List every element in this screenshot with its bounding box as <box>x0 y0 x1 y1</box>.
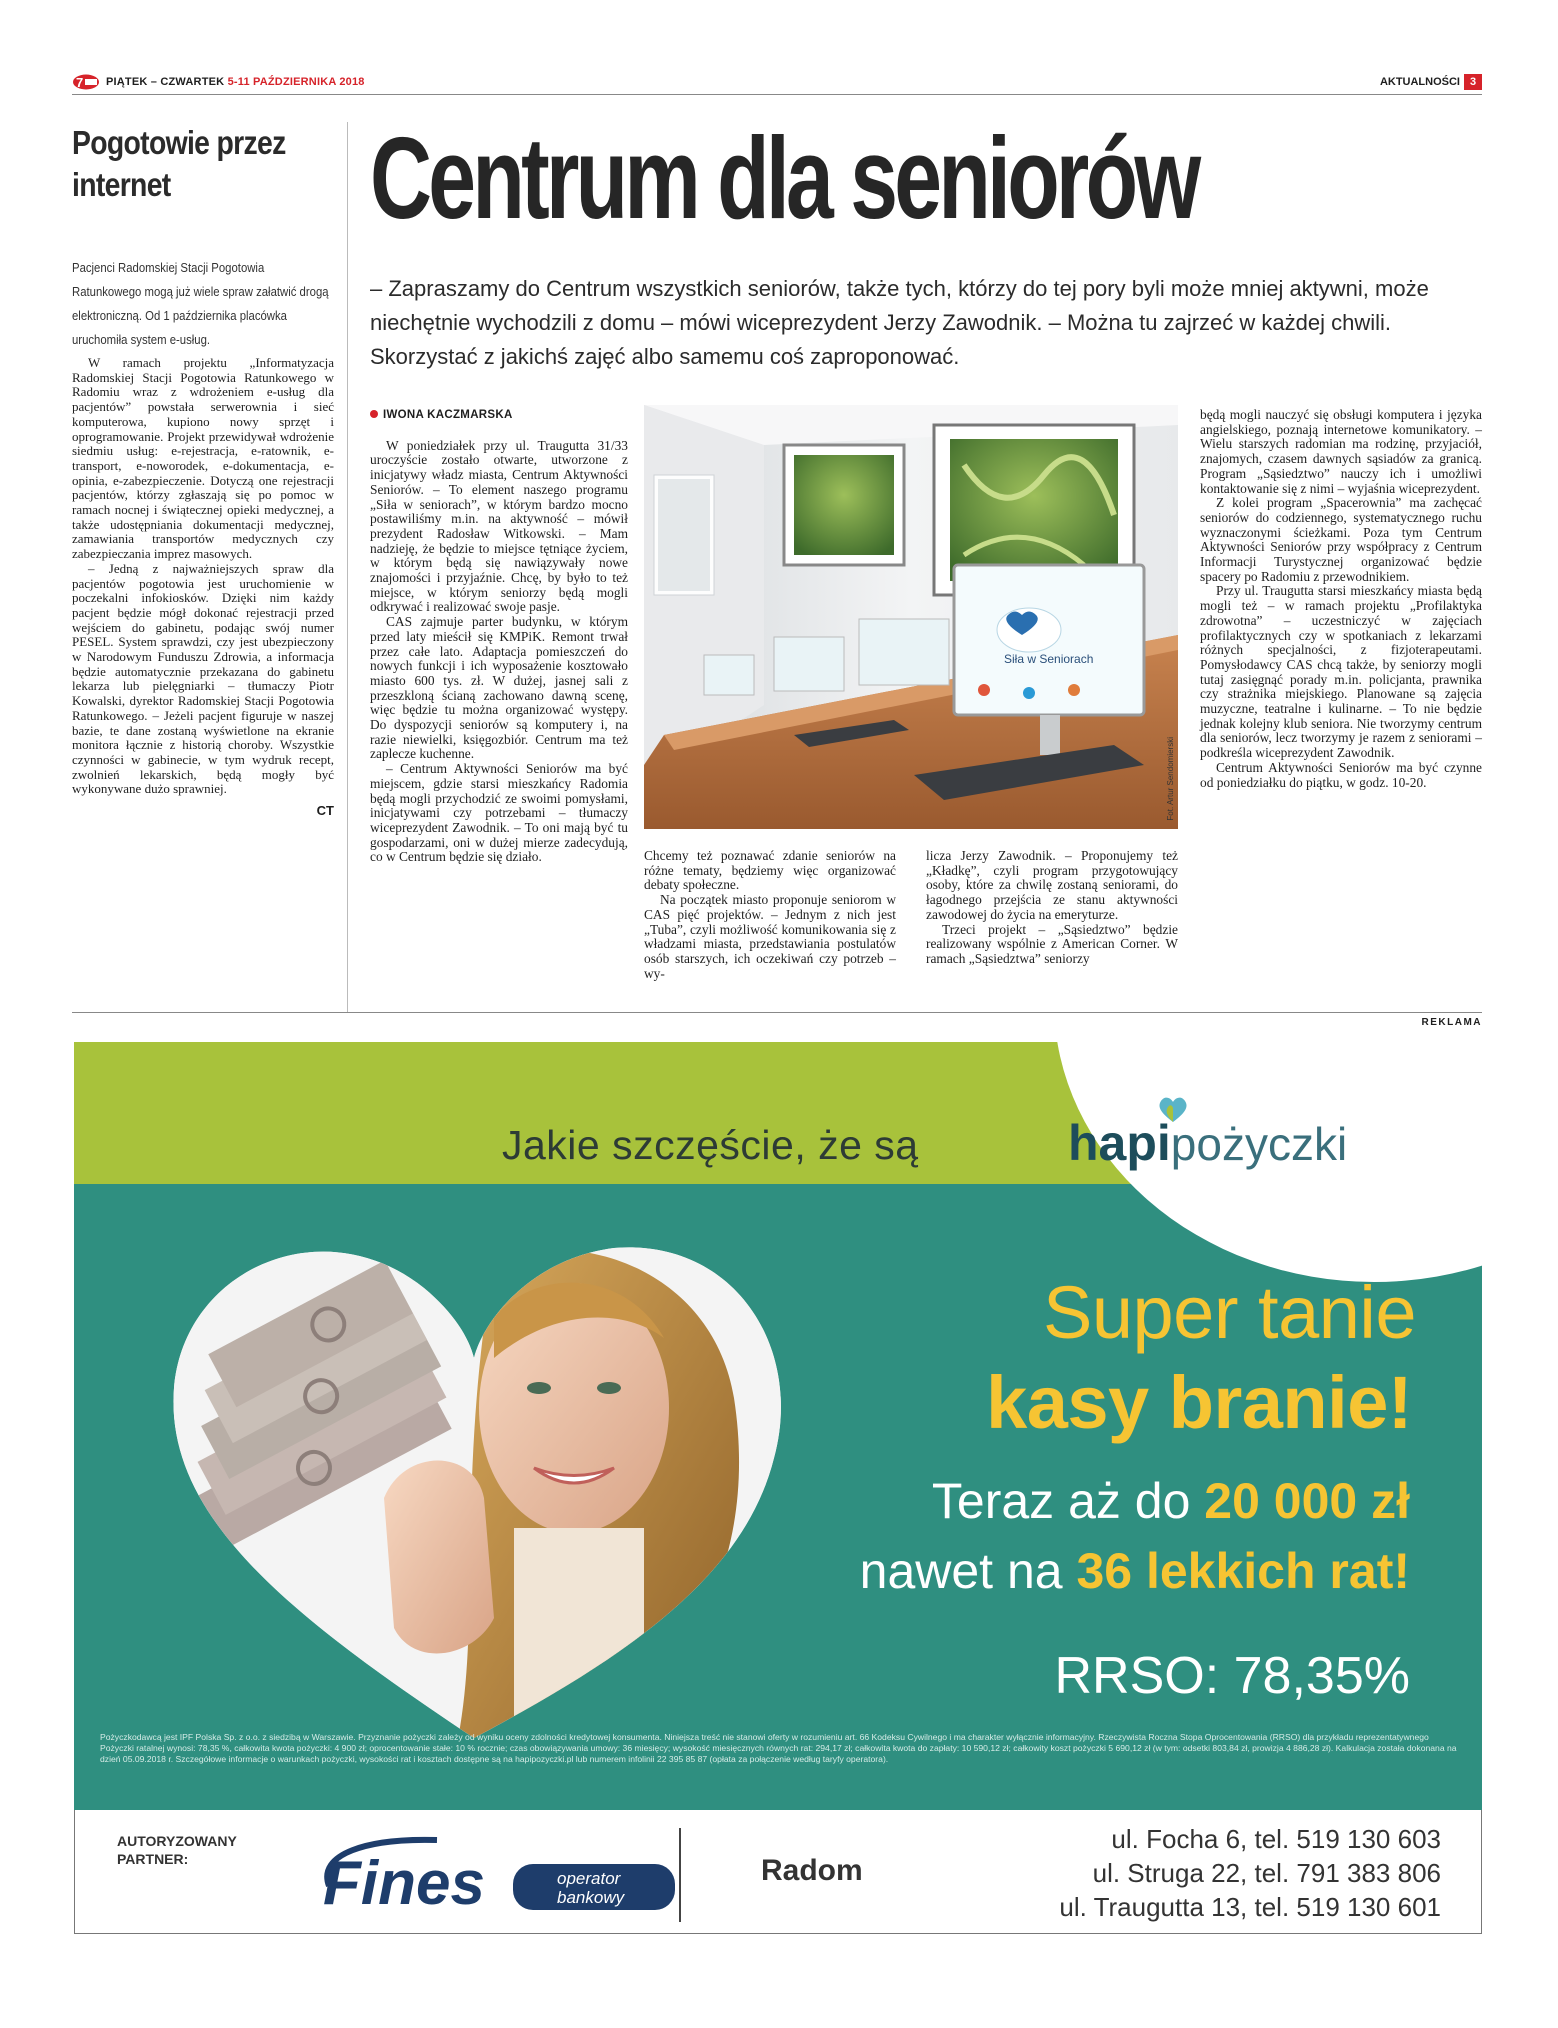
address-line: ul. Struga 22, tel. 791 383 806 <box>1092 1858 1441 1888</box>
photo-credit: Fot. Artur Sendomierski <box>1166 737 1175 821</box>
advert-brand-logo: hapipożyczki <box>1068 1115 1348 1171</box>
paragraph: Centrum Aktywności Seniorów ma być czynne od poniedziałku do piątku, w godz. 10-20. <box>1200 759 1482 790</box>
paragraph: Chcemy też poznawać zdanie seniorów na różne tematy, będziemy więc organizować debaty społeczne. <box>644 848 896 893</box>
article-photo <box>644 405 1178 829</box>
paragraph: W poniedziałek przy ul. Traugutta 31/33 uroczyście zostało otwarte, utworzone z inicjatywy władz miasta, Centrum Aktywności Seniorów. – To element naszego programu „Siła w seniorach”, w którym bardzo mocno postawiliśmy m.in. na aktywność – mówił prezydent Radosław Witkowski. – Mam nadzieję, że będzie to miejsce tętniące życiem, w którym będą się nawiązywały nowe znajomości i przyjaźnie. Chcę, by było to też miejsce, w którym seniorzy będą mogli odkrywać i realizować swoje pasje. <box>370 437 628 615</box>
advert-footer <box>74 1810 1482 1934</box>
section-name: AKTUALNOŚCI <box>1379 76 1460 88</box>
footer-divider <box>679 1828 681 1922</box>
sidebar-article-lead: Pacjenci Radomskiej Stacji Pogotowia Ratunkowego mogą już wiele spraw załatwić drogą elektroniczną. Od 1 października placówka uruchomiła system e-usług. <box>72 260 329 347</box>
fines-logo <box>307 1834 687 1914</box>
sidebar-article-body <box>72 356 334 797</box>
partner-label: AUTORYZOWANY PARTNER: <box>117 1833 237 1867</box>
page-number: 3 <box>1464 74 1482 90</box>
sidebar-article <box>72 122 334 818</box>
main-headline: Centrum dla seniorów <box>370 113 1198 243</box>
article-column-2 <box>644 849 896 981</box>
paragraph: W ramach projektu „Informatyzacja Radomskiej Stacji Pogotowia Ratunkowego w Radomiu wraz z wdrożeniem e-usług dla pacjentów” powstała serwerownia i sieć komputerowa, kupiono nowy sprzęt i oprogramowanie. Projekt przewidywał wdrożenie siedmiu usług: e-rejestracja, e-ratownik, e-transport, e-noworodek, e-dokumentacja, e-opinia, e-zabezpieczenie. Dotyczą one rejestracji pacjentów, którzy zgłaszają się po pomoc w ramach nocnej i świątecznej opieki medycznej, a także udostępniania dokumentacji medycznej, zamawiania transportów medycznych czy zabezpieczania imprez masowych. <box>72 355 334 562</box>
article-bottom-rule <box>72 1012 1482 1013</box>
advert-rrso: RRSO: 78,35% <box>1054 1647 1410 1705</box>
article-column-4 <box>1200 408 1482 790</box>
svg-text:operator: operator <box>557 1869 621 1888</box>
page-header <box>72 74 1482 94</box>
article-column-3 <box>926 849 1178 967</box>
header-rule <box>72 94 1482 95</box>
advert-headline-2: kasy branie! <box>986 1361 1412 1444</box>
author-initials: CT <box>316 803 334 819</box>
advert-fine-print: Pożyczkodawcą jest IPF Polska Sp. z o.o. z siedzibą w Warszawie. Przyznanie pożyczki zależy od wyniku oceny zdolności kredytowej konsumenta. Niniejsza treść nie stanowi oferty w rozumieniu art. 66 Kodeksu Cywilnego i ma charakter wyłącznie informacyjny. Rzeczywista Roczna Stopa Oprocentowania (RRSO) dla przykładu reprezentatywnego Pożyczki ratalnej wynosi: 78,35 %, całkowita kwota pożyczki: 4 900 zł; oprocentowanie stałe: 10 % rocznie; czas obowiązywania umowy: 36 miesięcy; wysokość miesięcznych równych rat: 294,17 zł; całkowita kwota do zapłaty: 10 590,12 zł; całkowity koszt pożyczki 5 690,12 zł (w tym: odsetki 803,84 zł, prowizja 4 886,28 zł). Kalkulacja została dokonana na dzień 05.09.2018 r. Szczegółowe informacje o warunkach pożyczki, wysokości rat i kosztach dostępne są na hapipozyczki.pl lub numerem infolinii 22 395 85 87 (opłata za połączenie według taryfy operatora). <box>100 1732 1457 1764</box>
standfirst: – Zapraszamy do Centrum wszystkich seniorów, także tych, którzy do tej pory byli może mniej aktywni, może niechętnie wychodzili z domu – mówi wiceprezydent Jerzy Zawodnik. – Można tu zajrzeć w każdej chwili. Skorzystać z jakichś zajęć albo samemu coś zaproponować. <box>370 276 1429 369</box>
paragraph: będą mogli nauczyć się obsługi komputera i języka angielskiego, poznają internetowe komunikatory. – Wielu starszych radomian ma rodzinę, przyjaciół, znajomych, czasem dawnych sąsiadów za granicą. Program „Sąsiedztwo” nauczy ich i umożliwi kontaktowanie się z nimi – wyjaśnia wiceprezydent. <box>1200 407 1482 496</box>
byline: IWONA KACZMARSKA <box>370 408 628 423</box>
advert-installments: nawet na 36 lekkich rat! <box>859 1543 1410 1599</box>
article-column-1 <box>370 408 628 865</box>
advert-amount: Teraz aż do 20 000 zł <box>931 1473 1410 1529</box>
paragraph: Trzeci projekt – „Sąsiedztwo” będzie realizowany wspólnie z American Corner. W ramach „Sąsiedztwa” seniorzy <box>926 921 1178 966</box>
paragraph: – Centrum Aktywności Seniorów ma być miejscem, gdzie starsi mieszkańcy Radomia będą mogli przychodzić ze swoimi pomysłami, inicjatywami czy potrzebami – tłumaczy wiceprezydent Zawodnik. – To oni mają być tu gospodarzami, oni w dużej mierze zadecydują, co w Centrum będzie się działo. <box>370 761 628 865</box>
paragraph: Na początek miasto proponuje seniorom w CAS pięć projektów. – Jednym z nich jest „Tuba”, czyli możliwość komunikowania się z władzami miasta, przedstawiania postulatów osób starszych, ich oczekiwań czy potrzeb – wy- <box>644 892 896 981</box>
advert-tagline: Jakie szczęście, że są <box>502 1122 919 1168</box>
sidebar-article-title: Pogotowie przez internet <box>72 124 286 203</box>
branch-addresses <box>1059 1822 1441 1924</box>
paragraph: licza Jerzy Zawodnik. – Proponujemy też „Kładkę”, czyli program przygotowujący osoby, które za chwilę zostaną seniorami, do łagodnego przejścia ze stanu aktywności zawodowej do życia na emeryturze. <box>926 848 1178 922</box>
advert-label: REKLAMA <box>1421 1017 1482 1028</box>
column-divider <box>347 122 348 1012</box>
svg-text:bankowy: bankowy <box>557 1888 625 1907</box>
svg-text:Fines: Fines <box>323 1849 485 1914</box>
heart-photo <box>154 1198 794 1758</box>
city-name: Radom <box>761 1854 863 1887</box>
bullet-icon <box>370 410 378 418</box>
svg-text:7: 7 <box>76 75 84 90</box>
address-line: ul. Traugutta 13, tel. 519 130 601 <box>1059 1892 1441 1922</box>
paragraph: CAS zajmuje parter budynku, w którym przed laty mieścił się KMPiK. Remont trwał przez całe lato. Adaptacja pomieszczeń do nowych funkcji i ich wyposażenie kosztowało miasto 600 tys. zł. W dużej, jasnej sali z przeszkloną ścianą zachowano dawną scenę, więc będzie tu można organizować występy. Do dyspozycji seniorów są komputery i, na razie niewielki, księgozbiór. Centrum ma też zaplecze kuchenne. <box>370 614 628 762</box>
paragraph: Przy ul. Traugutta starsi mieszkańcy miasta będą mogli też – w ramach projektu „Profilaktyka zdrowotna” – uczestniczyć w zajęciach profilaktycznych czy w spotkaniach z lekarzami różnych specjalności, z fizjoterapeutami. Pomysłodawcy CAS chcą także, by seniorzy mogli tutaj zasięgnąć porady m.in. policjanta, prawnika czy strażnika miejskiego. Planowane są zajęcia muzyczne, teatralne i kulinarne. – To nie będzie jednak kolejny klub seniora. Nie tworzymy centrum dla seniorów, lecz tworzymy je razem z seniorami – podkreśla wiceprezydent Zawodnik. <box>1200 583 1482 761</box>
address-line: ul. Focha 6, tel. 519 130 603 <box>1111 1824 1441 1854</box>
issue-date: PIĄTEK – CZWARTEK 5-11 PAŹDZIERNIKA 2018 <box>106 76 365 88</box>
advertisement[interactable] <box>74 1042 1482 1810</box>
paragraph: Z kolei program „Spacerownia” ma zachęcać seniorów do codziennego, systematycznego ruchu wyznaczonymi ścieżkami. Poza tym Centrum Aktywności Seniorów przy współpracy z Centrum Informacji Turystycznej organizować będzie spacery po Radomiu z przewodnikiem. <box>1200 495 1482 584</box>
newspaper-logo-icon <box>72 74 100 90</box>
computer-room-photo <box>644 405 1178 829</box>
advert-headline-1: Super tanie <box>1043 1271 1416 1354</box>
paragraph: – Jedną z najważniejszych spraw dla pacjentów pogotowia jest uruchomienie w poczekalni infokiosków. Dzięki nim każdy pacjent będzie mógł dokonać rejestracji przed wejściem do gabinetu, podając swój numer PESEL. System sprawdzi, czy jest ubezpieczony w Narodowym Funduszu Zdrowia, a informacja będzie automatycznie przekazana do gabinetu lekarza lub pielęgniarki – tłumaczy Piotr Kowalski, dyrektor Radomskiej Stacji Pogotowia Ratunkowego. – Jeżeli pacjent figuruje w naszej bazie, te dane zostaną wyświetlone na ekranie monitora łącznie z historią choroby. Wszystkie czynności w gabinecie, w tym wydruk recept, zwolnień lekarskich, będą mogły być wykonywane dużo sprawniej. <box>72 560 334 797</box>
svg-text:Siła w Seniorach: Siła w Seniorach <box>1004 652 1094 666</box>
